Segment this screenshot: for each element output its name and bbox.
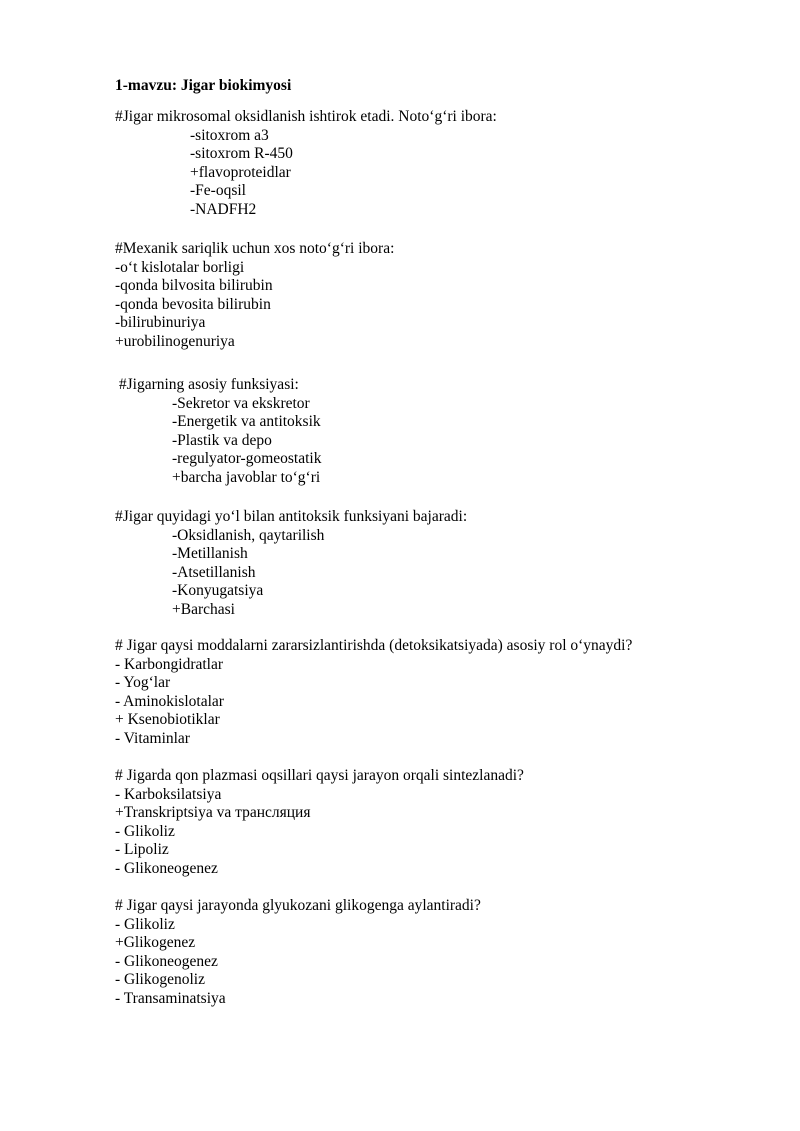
- answer-options: [115, 656, 755, 749]
- answer-option: - Glikoneogenez: [115, 859, 218, 877]
- answer-option: +flavoproteidlar: [190, 163, 291, 181]
- answer-option: - Lipoliz: [115, 841, 169, 858]
- question-2: [115, 240, 755, 351]
- question-text: # Jigar qaysi moddalarni zararsizlantirishda (detoksikatsiyada) asosiy rol o‘ynaydi?: [115, 637, 633, 654]
- question-text: #Jigarning asosiy funksiyasi:: [115, 376, 299, 393]
- answer-option: - Karboksilatsiya: [115, 785, 222, 803]
- answer-options: [115, 916, 755, 1009]
- question-text: #Mexanik sariqlik uchun xos noto‘g‘ri ibora:: [115, 240, 395, 257]
- answer-option: - Transaminatsiya: [115, 989, 226, 1007]
- question-4: [115, 508, 755, 619]
- answer-option: - Vitaminlar: [115, 729, 190, 747]
- question-text: # Jigarda qon plazmasi oqsillari qaysi jarayon orqali sintezlanadi?: [115, 767, 524, 784]
- answer-option: -NADFH2: [190, 200, 257, 218]
- answer-option: +urobilinogenuriya: [115, 332, 235, 350]
- answer-option: -qonda bevosita bilirubin: [115, 295, 271, 313]
- answer-option: -Oksidlanish, qaytarilish: [172, 526, 325, 544]
- answer-option: -bilirubinuriya: [115, 314, 206, 331]
- answer-option: +barcha javoblar to‘g‘ri: [172, 468, 321, 486]
- question-5: [115, 637, 755, 748]
- answer-option: -Plastik va depo: [172, 431, 272, 449]
- answer-option: +Glikogenez: [115, 934, 196, 951]
- answer-option: - Aminokislotalar: [115, 692, 224, 710]
- answer-option: - Glikoneogenez: [115, 952, 218, 970]
- answer-option: + Ksenobiotiklar: [115, 711, 220, 728]
- question-7: [115, 897, 755, 1008]
- answer-option: - Karbongidratlar: [115, 655, 224, 673]
- question-3: [115, 376, 755, 487]
- question-6: [115, 767, 755, 878]
- answer-option: -o‘t kislotalar borligi: [115, 258, 245, 276]
- answer-option: -sitoxrom R-450: [190, 145, 293, 162]
- answer-option: - Glikogenoliz: [115, 971, 205, 988]
- answer-option: -regulyator-gomeostatik: [172, 450, 322, 467]
- answer-option: +Barchasi: [172, 600, 235, 618]
- question-text: # Jigar qaysi jarayonda glyukozani glikogenga aylantiradi?: [115, 897, 481, 914]
- answer-options: [115, 527, 755, 620]
- answer-option: +Transkriptsiya va трансляция: [115, 804, 311, 821]
- page-title: 1-mavzu: Jigar biokimyosi: [115, 77, 292, 94]
- answer-options: [115, 786, 755, 879]
- answer-option: -sitoxrom a3: [190, 126, 269, 144]
- answer-option: -Atsetillanish: [172, 563, 256, 581]
- question-text: #Jigar quyidagi yo‘l bilan antitoksik funksiyani bajaradi:: [115, 508, 468, 525]
- answer-option: - Glikoliz: [115, 822, 175, 840]
- answer-option: -Konyugatsiya: [172, 582, 264, 599]
- answer-options: [115, 259, 755, 352]
- answer-options: [115, 127, 755, 220]
- answer-option: -Energetik va antitoksik: [172, 413, 321, 430]
- answer-option: -Metillanish: [172, 545, 248, 562]
- answer-option: -qonda bilvosita bilirubin: [115, 277, 273, 294]
- answer-options: [115, 395, 755, 488]
- answer-option: - Yog‘lar: [115, 674, 171, 691]
- answer-option: - Glikoliz: [115, 915, 175, 933]
- answer-option: -Sekretor va ekskretor: [172, 394, 310, 412]
- question-1: [115, 108, 755, 219]
- question-text: #Jigar mikrosomal oksidlanish ishtirok etadi. Noto‘g‘ri ibora:: [115, 108, 497, 125]
- answer-option: -Fe-oqsil: [190, 182, 246, 199]
